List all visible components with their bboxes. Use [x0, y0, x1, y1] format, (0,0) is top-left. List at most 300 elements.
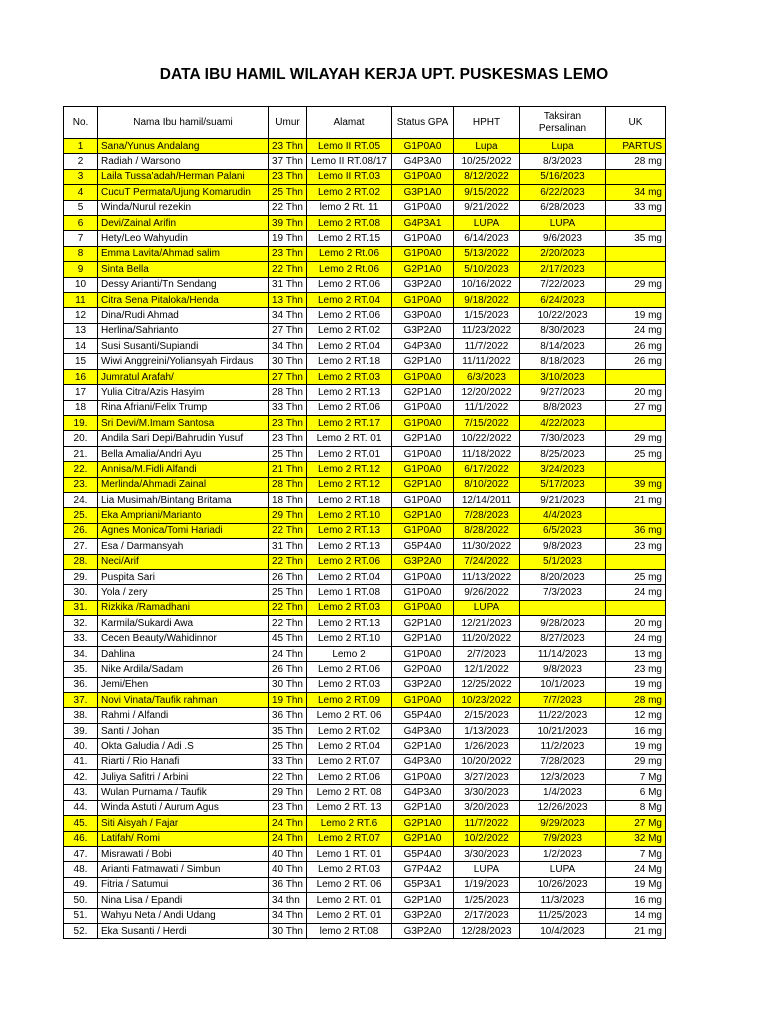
cell-alamat: Lemo 2 RT.13: [307, 385, 392, 400]
cell-uk: 20 mg: [606, 616, 666, 631]
cell-status-gpa: G1P0A0: [392, 585, 454, 600]
cell-taksiran-persalinan: 5/17/2023: [520, 477, 606, 492]
cell-uk: 12 mg: [606, 708, 666, 723]
cell-nama: Eka Ampriani/Marianto: [98, 508, 269, 523]
cell-status-gpa: G2P1A0: [392, 354, 454, 369]
cell-hpht: 8/10/2022: [454, 477, 520, 492]
table-row: [64, 231, 666, 246]
cell-no: 18: [64, 400, 98, 415]
cell-hpht: 10/20/2022: [454, 754, 520, 769]
cell-umur: 39 Thn: [269, 215, 307, 230]
cell-no: 17: [64, 385, 98, 400]
table-row: [64, 877, 666, 892]
cell-uk: 21 mg: [606, 492, 666, 507]
cell-uk: 29 mg: [606, 754, 666, 769]
cell-umur: 24 Thn: [269, 816, 307, 831]
table-row: [64, 569, 666, 584]
cell-uk: 20 mg: [606, 385, 666, 400]
cell-nama: Devi/Zainal Arifin: [98, 215, 269, 230]
cell-alamat: Lemo 2 RT.17: [307, 416, 392, 431]
cell-uk: [606, 462, 666, 477]
table-row: [64, 446, 666, 461]
cell-nama: Citra Sena Pitaloka/Henda: [98, 292, 269, 307]
cell-nama: Hety/Leo Wahyudin: [98, 231, 269, 246]
cell-status-gpa: G1P0A0: [392, 523, 454, 538]
cell-umur: 26 Thn: [269, 662, 307, 677]
cell-hpht: 1/26/2023: [454, 739, 520, 754]
cell-nama: Yulia Citra/Azis Hasyim: [98, 385, 269, 400]
cell-taksiran-persalinan: 8/25/2023: [520, 446, 606, 461]
cell-uk: 19 mg: [606, 677, 666, 692]
cell-nama: Fitria / Satumui: [98, 877, 269, 892]
cell-status-gpa: G2P1A0: [392, 431, 454, 446]
cell-no: 20.: [64, 431, 98, 446]
cell-uk: 19 mg: [606, 739, 666, 754]
cell-uk: 35 mg: [606, 231, 666, 246]
cell-hpht: 5/13/2022: [454, 246, 520, 261]
cell-uk: 24 Mg: [606, 862, 666, 877]
cell-umur: 19 Thn: [269, 693, 307, 708]
table-row: [64, 200, 666, 215]
cell-hpht: 1/25/2023: [454, 893, 520, 908]
cell-no: 44.: [64, 800, 98, 815]
header-alamat: Alamat: [307, 107, 392, 139]
cell-umur: 22 Thn: [269, 262, 307, 277]
cell-status-gpa: G3P2A0: [392, 323, 454, 338]
cell-uk: 8 Mg: [606, 800, 666, 815]
cell-no: 2: [64, 154, 98, 169]
cell-no: 27.: [64, 539, 98, 554]
cell-taksiran-persalinan: 10/26/2023: [520, 877, 606, 892]
cell-alamat: Lemo 1 RT.08: [307, 585, 392, 600]
cell-alamat: Lemo 2 RT.04: [307, 569, 392, 584]
cell-status-gpa: G1P0A0: [392, 139, 454, 154]
cell-hpht: 1/19/2023: [454, 877, 520, 892]
cell-uk: 28 mg: [606, 154, 666, 169]
cell-no: 39.: [64, 723, 98, 738]
cell-hpht: 3/27/2023: [454, 770, 520, 785]
cell-uk: 28 mg: [606, 693, 666, 708]
cell-taksiran-persalinan: 11/3/2023: [520, 893, 606, 908]
cell-taksiran-persalinan: 9/27/2023: [520, 385, 606, 400]
cell-status-gpa: G1P0A0: [392, 446, 454, 461]
table-row: [64, 492, 666, 507]
cell-no: 3: [64, 169, 98, 184]
cell-hpht: 11/30/2022: [454, 539, 520, 554]
cell-umur: 40 Thn: [269, 846, 307, 861]
cell-nama: Dina/Rudi Ahmad: [98, 308, 269, 323]
cell-no: 38.: [64, 708, 98, 723]
cell-uk: 13 mg: [606, 646, 666, 661]
cell-alamat: Lemo 2 RT.07: [307, 831, 392, 846]
cell-taksiran-persalinan: 9/6/2023: [520, 231, 606, 246]
cell-hpht: 12/20/2022: [454, 385, 520, 400]
cell-alamat: Lemo 2 RT. 06: [307, 877, 392, 892]
cell-status-gpa: G1P0A0: [392, 200, 454, 215]
cell-uk: 34 mg: [606, 185, 666, 200]
table-row: [64, 354, 666, 369]
cell-taksiran-persalinan: 7/28/2023: [520, 754, 606, 769]
cell-status-gpa: G1P0A0: [392, 770, 454, 785]
cell-nama: Rahmi / Alfandi: [98, 708, 269, 723]
cell-umur: 28 Thn: [269, 477, 307, 492]
cell-uk: 36 mg: [606, 523, 666, 538]
cell-no: 48.: [64, 862, 98, 877]
cell-taksiran-persalinan: 11/25/2023: [520, 908, 606, 923]
cell-nama: Wulan Purnama / Taufik: [98, 785, 269, 800]
table-row: [64, 277, 666, 292]
cell-uk: 27 mg: [606, 400, 666, 415]
cell-nama: Okta Galudia / Adi .S: [98, 739, 269, 754]
cell-status-gpa: G1P0A0: [392, 569, 454, 584]
cell-taksiran-persalinan: 7/3/2023: [520, 585, 606, 600]
cell-no: 49.: [64, 877, 98, 892]
cell-no: 50.: [64, 893, 98, 908]
cell-nama: Santi / Johan: [98, 723, 269, 738]
cell-hpht: 11/23/2022: [454, 323, 520, 338]
cell-nama: Eka Susanti / Herdi: [98, 923, 269, 938]
table-row: [64, 185, 666, 200]
cell-umur: 30 Thn: [269, 677, 307, 692]
document-title: DATA IBU HAMIL WILAYAH KERJA UPT. PUSKESMAS LEMO: [159, 66, 609, 83]
cell-status-gpa: G1P0A0: [392, 646, 454, 661]
cell-no: 4: [64, 185, 98, 200]
cell-nama: Arianti Fatmawati / Simbun: [98, 862, 269, 877]
cell-alamat: Lemo 2 RT.02: [307, 723, 392, 738]
cell-taksiran-persalinan: 10/22/2023: [520, 308, 606, 323]
cell-alamat: Lemo 2 RT.08: [307, 215, 392, 230]
cell-alamat: Lemo 2 RT.07: [307, 754, 392, 769]
cell-hpht: 1/15/2023: [454, 308, 520, 323]
cell-uk: PARTUS: [606, 139, 666, 154]
cell-alamat: Lemo 2 RT.06: [307, 277, 392, 292]
table-row: [64, 400, 666, 415]
cell-umur: 34 Thn: [269, 908, 307, 923]
cell-nama: Andila Sari Depi/Bahrudin Yusuf: [98, 431, 269, 446]
cell-alamat: Lemo 2 RT.13: [307, 616, 392, 631]
cell-taksiran-persalinan: 4/22/2023: [520, 416, 606, 431]
cell-no: 15: [64, 354, 98, 369]
cell-uk: 33 mg: [606, 200, 666, 215]
cell-taksiran-persalinan: 9/21/2023: [520, 492, 606, 507]
cell-umur: 25 Thn: [269, 446, 307, 461]
cell-uk: 32 Mg: [606, 831, 666, 846]
table-row: [64, 154, 666, 169]
cell-status-gpa: G5P4A0: [392, 846, 454, 861]
cell-alamat: Lemo 2 RT.06: [307, 308, 392, 323]
cell-alamat: Lemo 2 RT.02: [307, 185, 392, 200]
cell-nama: Dessy Arianti/Tn Sendang: [98, 277, 269, 292]
cell-status-gpa: G2P1A0: [392, 739, 454, 754]
table-row: [64, 646, 666, 661]
table-row: [64, 831, 666, 846]
cell-no: 11: [64, 292, 98, 307]
table-row: [64, 785, 666, 800]
cell-status-gpa: G1P0A0: [392, 231, 454, 246]
table-body: [64, 139, 666, 939]
cell-hpht: 11/7/2022: [454, 816, 520, 831]
cell-umur: 22 Thn: [269, 616, 307, 631]
cell-alamat: Lemo 2 RT.12: [307, 462, 392, 477]
cell-umur: 22 Thn: [269, 200, 307, 215]
cell-alamat: Lemo 2 Rt.06: [307, 262, 392, 277]
cell-no: 35.: [64, 662, 98, 677]
cell-alamat: Lemo 2 RT.10: [307, 631, 392, 646]
cell-nama: Susi Susanti/Supiandi: [98, 339, 269, 354]
cell-uk: 25 mg: [606, 446, 666, 461]
cell-alamat: Lemo 2 RT.10: [307, 508, 392, 523]
pregnant-women-table: [63, 106, 666, 939]
cell-no: 46.: [64, 831, 98, 846]
cell-umur: 31 Thn: [269, 539, 307, 554]
cell-status-gpa: G3P2A0: [392, 677, 454, 692]
cell-umur: 23 Thn: [269, 800, 307, 815]
cell-nama: Rina Afriani/Felix Trump: [98, 400, 269, 415]
cell-alamat: Lemo II RT.03: [307, 169, 392, 184]
cell-alamat: Lemo 2 RT.04: [307, 292, 392, 307]
cell-hpht: 11/7/2022: [454, 339, 520, 354]
cell-nama: Siti Aisyah / Fajar: [98, 816, 269, 831]
cell-taksiran-persalinan: 12/26/2023: [520, 800, 606, 815]
cell-nama: Merlinda/Ahmadi Zainal: [98, 477, 269, 492]
table-row: [64, 369, 666, 384]
cell-taksiran-persalinan: 8/3/2023: [520, 154, 606, 169]
table-row: [64, 416, 666, 431]
cell-no: 5: [64, 200, 98, 215]
cell-nama: Agnes Monica/Tomi Hariadi: [98, 523, 269, 538]
table-row: [64, 677, 666, 692]
cell-hpht: Lupa: [454, 139, 520, 154]
cell-status-gpa: G3P2A0: [392, 277, 454, 292]
cell-umur: 30 Thn: [269, 923, 307, 938]
cell-uk: 19 Mg: [606, 877, 666, 892]
cell-taksiran-persalinan: 7/7/2023: [520, 693, 606, 708]
cell-alamat: Lemo 2 RT.03: [307, 862, 392, 877]
cell-taksiran-persalinan: 8/20/2023: [520, 569, 606, 584]
cell-taksiran-persalinan: 1/4/2023: [520, 785, 606, 800]
cell-hpht: 3/20/2023: [454, 800, 520, 815]
cell-status-gpa: G4P3A0: [392, 339, 454, 354]
table-row: [64, 292, 666, 307]
header-hpht: HPHT: [454, 107, 520, 139]
header-status-gpa: Status GPA: [392, 107, 454, 139]
cell-taksiran-persalinan: 9/28/2023: [520, 616, 606, 631]
cell-hpht: 1/13/2023: [454, 723, 520, 738]
cell-no: 22.: [64, 462, 98, 477]
cell-taksiran-persalinan: 6/5/2023: [520, 523, 606, 538]
cell-uk: 23 mg: [606, 662, 666, 677]
cell-hpht: 8/28/2022: [454, 523, 520, 538]
cell-nama: Radiah / Warsono: [98, 154, 269, 169]
cell-taksiran-persalinan: 11/14/2023: [520, 646, 606, 661]
cell-no: 52.: [64, 923, 98, 938]
cell-taksiran-persalinan: 10/21/2023: [520, 723, 606, 738]
table-row: [64, 139, 666, 154]
cell-uk: 14 mg: [606, 908, 666, 923]
cell-no: 33.: [64, 631, 98, 646]
cell-umur: 22 Thn: [269, 523, 307, 538]
cell-no: 10: [64, 277, 98, 292]
cell-nama: Bella Amalia/Andri Ayu: [98, 446, 269, 461]
cell-no: 45.: [64, 816, 98, 831]
cell-no: 25.: [64, 508, 98, 523]
cell-hpht: LUPA: [454, 215, 520, 230]
cell-uk: 7 Mg: [606, 770, 666, 785]
cell-nama: Rizkika /Ramadhani: [98, 600, 269, 615]
cell-no: 19.: [64, 416, 98, 431]
cell-nama: Cecen Beauty/Wahidinnor: [98, 631, 269, 646]
table-row: [64, 462, 666, 477]
cell-no: 47.: [64, 846, 98, 861]
cell-taksiran-persalinan: 9/29/2023: [520, 816, 606, 831]
cell-uk: 24 mg: [606, 585, 666, 600]
cell-taksiran-persalinan: 8/27/2023: [520, 631, 606, 646]
cell-taksiran-persalinan: 5/1/2023: [520, 554, 606, 569]
cell-umur: 34 thn: [269, 893, 307, 908]
cell-umur: 23 Thn: [269, 416, 307, 431]
cell-status-gpa: G4P3A0: [392, 154, 454, 169]
table-row: [64, 169, 666, 184]
cell-umur: 22 Thn: [269, 600, 307, 615]
table-row: [64, 893, 666, 908]
cell-umur: 45 Thn: [269, 631, 307, 646]
cell-nama: Misrawati / Bobi: [98, 846, 269, 861]
cell-hpht: 11/11/2022: [454, 354, 520, 369]
header-uk: UK: [606, 107, 666, 139]
cell-uk: [606, 262, 666, 277]
cell-nama: Dahlina: [98, 646, 269, 661]
cell-status-gpa: G2P1A0: [392, 616, 454, 631]
cell-umur: 23 Thn: [269, 169, 307, 184]
cell-alamat: Lemo 2 RT.03: [307, 677, 392, 692]
table-header-row: [64, 107, 666, 139]
table-row: [64, 246, 666, 261]
cell-nama: Wiwi Anggreini/Yoliansyah Firdaus: [98, 354, 269, 369]
cell-hpht: 11/13/2022: [454, 569, 520, 584]
cell-hpht: 6/3/2023: [454, 369, 520, 384]
cell-uk: [606, 416, 666, 431]
cell-no: 21.: [64, 446, 98, 461]
cell-alamat: Lemo 2 RT. 01: [307, 431, 392, 446]
cell-hpht: 12/25/2022: [454, 677, 520, 692]
cell-taksiran-persalinan: 11/2/2023: [520, 739, 606, 754]
cell-hpht: 10/2/2022: [454, 831, 520, 846]
cell-hpht: 10/23/2022: [454, 693, 520, 708]
cell-alamat: Lemo II RT.08/17: [307, 154, 392, 169]
table-row: [64, 754, 666, 769]
cell-no: 12: [64, 308, 98, 323]
cell-uk: [606, 369, 666, 384]
cell-status-gpa: G3P2A0: [392, 908, 454, 923]
cell-umur: 21 Thn: [269, 462, 307, 477]
table-row: [64, 554, 666, 569]
table-row: [64, 723, 666, 738]
cell-nama: Latifah/ Romi: [98, 831, 269, 846]
cell-no: 7: [64, 231, 98, 246]
cell-status-gpa: G3P2A0: [392, 923, 454, 938]
cell-umur: 23 Thn: [269, 246, 307, 261]
cell-taksiran-persalinan: 8/8/2023: [520, 400, 606, 415]
cell-no: 23.: [64, 477, 98, 492]
table-row: [64, 262, 666, 277]
cell-status-gpa: G3P1A0: [392, 185, 454, 200]
cell-uk: 24 mg: [606, 631, 666, 646]
cell-status-gpa: G1P0A0: [392, 462, 454, 477]
cell-hpht: 7/24/2022: [454, 554, 520, 569]
cell-nama: Nike Ardila/Sadam: [98, 662, 269, 677]
cell-alamat: Lemo 2 RT.09: [307, 693, 392, 708]
cell-status-gpa: G1P0A0: [392, 416, 454, 431]
table-row: [64, 770, 666, 785]
cell-uk: [606, 600, 666, 615]
cell-nama: Riarti / Rio Hanafi: [98, 754, 269, 769]
cell-nama: Novi Vinata/Taufik rahman: [98, 693, 269, 708]
cell-taksiran-persalinan: Lupa: [520, 139, 606, 154]
cell-hpht: 12/21/2023: [454, 616, 520, 631]
cell-no: 31.: [64, 600, 98, 615]
table-row: [64, 323, 666, 338]
table-row: [64, 215, 666, 230]
table-row: [64, 708, 666, 723]
cell-uk: 26 mg: [606, 354, 666, 369]
cell-no: 1: [64, 139, 98, 154]
cell-umur: 25 Thn: [269, 739, 307, 754]
cell-status-gpa: G5P3A1: [392, 877, 454, 892]
cell-alamat: Lemo 2 RT. 01: [307, 893, 392, 908]
cell-umur: 28 Thn: [269, 385, 307, 400]
cell-alamat: Lemo 2 RT.04: [307, 339, 392, 354]
cell-nama: Winda Astuti / Aurum Agus: [98, 800, 269, 815]
cell-uk: [606, 246, 666, 261]
cell-alamat: Lemo 2: [307, 646, 392, 661]
table-row: [64, 846, 666, 861]
cell-umur: 36 Thn: [269, 708, 307, 723]
cell-no: 51.: [64, 908, 98, 923]
cell-no: 29.: [64, 569, 98, 584]
cell-taksiran-persalinan: 7/22/2023: [520, 277, 606, 292]
cell-alamat: Lemo 2 RT.06: [307, 662, 392, 677]
cell-taksiran-persalinan: 10/1/2023: [520, 677, 606, 692]
cell-status-gpa: G7P4A2: [392, 862, 454, 877]
cell-hpht: 10/22/2022: [454, 431, 520, 446]
cell-status-gpa: G2P1A0: [392, 262, 454, 277]
cell-nama: Nina Lisa / Epandi: [98, 893, 269, 908]
cell-uk: 29 mg: [606, 277, 666, 292]
table-row: [64, 385, 666, 400]
cell-nama: Herlina/Sahrianto: [98, 323, 269, 338]
cell-umur: 25 Thn: [269, 585, 307, 600]
cell-status-gpa: G4P3A1: [392, 215, 454, 230]
cell-status-gpa: G1P0A0: [392, 600, 454, 615]
cell-nama: Winda/Nurul rezekin: [98, 200, 269, 215]
cell-alamat: Lemo 1 RT. 01: [307, 846, 392, 861]
cell-hpht: 12/28/2023: [454, 923, 520, 938]
cell-taksiran-persalinan: 2/20/2023: [520, 246, 606, 261]
header-no: No.: [64, 107, 98, 139]
cell-uk: 39 mg: [606, 477, 666, 492]
cell-alamat: Lemo 2 RT.03: [307, 600, 392, 615]
cell-taksiran-persalinan: 5/16/2023: [520, 169, 606, 184]
cell-taksiran-persalinan: 8/14/2023: [520, 339, 606, 354]
cell-taksiran-persalinan: 11/22/2023: [520, 708, 606, 723]
cell-taksiran-persalinan: 10/4/2023: [520, 923, 606, 938]
cell-status-gpa: G1P0A0: [392, 369, 454, 384]
table-row: [64, 339, 666, 354]
cell-umur: 34 Thn: [269, 308, 307, 323]
cell-taksiran-persalinan: 12/3/2023: [520, 770, 606, 785]
cell-hpht: 9/21/2022: [454, 200, 520, 215]
cell-taksiran-persalinan: 4/4/2023: [520, 508, 606, 523]
